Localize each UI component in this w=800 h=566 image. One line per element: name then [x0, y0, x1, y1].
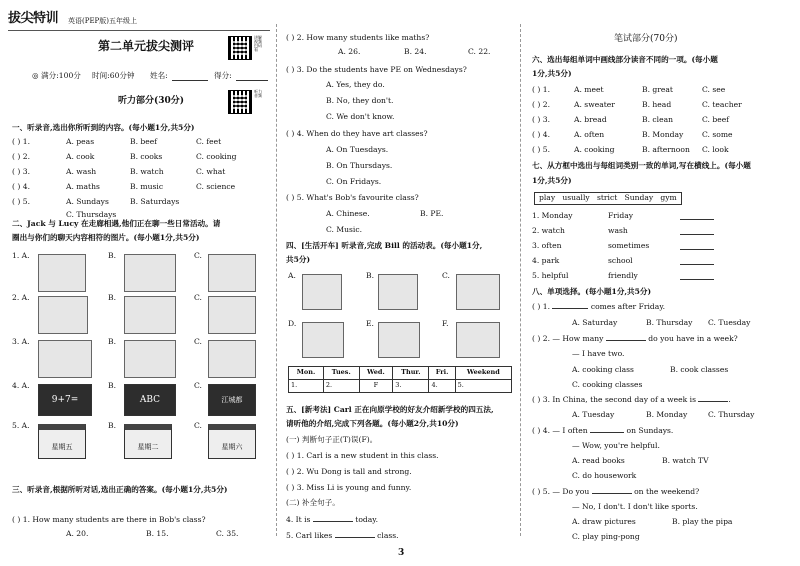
option-b-label: B.	[108, 293, 116, 302]
s3-q3-option-a: A. Yes, they do.	[326, 80, 385, 89]
option-a: A. often	[574, 130, 605, 139]
table-header-cell: Fri.	[429, 367, 455, 380]
s3-q1-option-a: A. 20.	[66, 529, 89, 538]
section6-title-line2: 1分,共5分)	[532, 69, 572, 78]
option-b: B. Monday	[642, 130, 684, 139]
s8-question-3[interactable]: ( ) 3. In China, the second day of a week is .	[532, 395, 731, 404]
s3-q4-option-b: B. On Thursdays.	[326, 161, 393, 170]
option-c: C. Thursdays	[66, 210, 117, 219]
list-item	[532, 212, 722, 227]
s3-question-5[interactable]: ( ) 5. What's Bob's favourite class?	[286, 193, 419, 202]
word-b: Friday	[608, 211, 634, 220]
s3-q4-option-c: C. On Fridays.	[326, 177, 382, 186]
reading-picture-icon[interactable]	[38, 254, 86, 292]
name-label: 姓名:	[150, 71, 168, 80]
word-a: 4. park	[532, 256, 560, 265]
table-header-cell: Thur.	[393, 367, 429, 380]
s3-question-2[interactable]: ( ) 2. How many students like maths?	[286, 33, 430, 42]
answer-blank[interactable]	[592, 493, 632, 494]
s8-q1-option-a: A. Saturday	[572, 318, 618, 327]
middle-column	[278, 0, 518, 566]
question-text: ( ) 4. — I often	[532, 426, 588, 435]
subject-label: 英语(PEP版)五年级上	[68, 17, 137, 25]
word-a: 3. often	[532, 241, 562, 250]
s8-q5-option-b: B. play the pipa	[672, 517, 733, 526]
score-info: ◎ 满分:100分	[32, 71, 81, 80]
activity-e-label: E.	[366, 319, 374, 328]
option-a: A. bread	[574, 115, 607, 124]
s3-q3-option-c: C. We don't know.	[326, 112, 395, 121]
table-cell[interactable]: 2.	[323, 380, 359, 393]
brand-logo: 拔尖特训	[8, 11, 59, 26]
row-label: 4. A.	[12, 381, 30, 390]
section7-list	[532, 212, 722, 287]
option-c: C. teacher	[702, 100, 742, 109]
answer-blank[interactable]	[680, 279, 714, 280]
sleeping-picture-icon[interactable]	[124, 254, 176, 292]
sentence-text: 4. It is	[286, 515, 311, 524]
picture-row	[12, 294, 274, 338]
score-label: 得分:	[214, 71, 232, 80]
homework-picture-icon[interactable]	[208, 296, 256, 334]
option-c: C. look	[702, 145, 729, 154]
activity-c-picture-icon[interactable]	[456, 274, 500, 310]
table-cell[interactable]: 3.	[393, 380, 429, 393]
s3-question-4[interactable]: ( ) 4. When do they have art classes?	[286, 129, 428, 138]
activity-b-picture-icon[interactable]	[378, 274, 418, 310]
activity-d-picture-icon[interactable]	[302, 322, 344, 358]
answer-blank[interactable]	[552, 308, 588, 309]
s3-q2-option-c: C. 22.	[468, 47, 491, 56]
qr-caption: 讲解视频扫码看	[254, 35, 262, 52]
s3-q2-option-b: B. 24.	[404, 47, 427, 56]
s3-q4-option-a: A. On Tuesdays.	[326, 145, 389, 154]
written-column	[522, 0, 800, 566]
s8-q2-reply: — I have two.	[572, 349, 625, 358]
answer-blank[interactable]	[335, 537, 375, 538]
s8-q3-option-b: B. Monday	[646, 410, 688, 419]
housework-picture-icon[interactable]	[124, 296, 176, 334]
s8-question-5[interactable]	[532, 488, 699, 497]
question-number: ( ) 1.	[532, 302, 550, 311]
s8-q5-reply: — No, I don't. I don't like sports.	[572, 502, 698, 511]
question-text: ( ) 3. In China, the second day of a week is	[532, 395, 696, 404]
table-cell[interactable]: 4.	[429, 380, 455, 393]
option-c: C. feet	[196, 137, 222, 146]
picture-row	[12, 382, 274, 422]
audio-qr-caption: 听力音频	[254, 89, 262, 98]
item-number[interactable]: ( ) 1.	[532, 85, 550, 94]
table-header-cell: Weekend	[455, 367, 511, 380]
option-c: C. beef	[702, 115, 730, 124]
s5-statement-1[interactable]: ( ) 1. Carl is a new student in this class.	[286, 451, 439, 460]
table-cell: F	[359, 380, 393, 393]
s8-q5-option-a: A. draw pictures	[572, 517, 636, 526]
option-b: B. head	[642, 100, 672, 109]
s3-q5-option-a: A. Chinese.	[326, 209, 370, 218]
math-board-icon[interactable]: 9+7=	[38, 384, 92, 416]
s5-sentence-4	[286, 516, 378, 525]
word-b: wash	[608, 226, 628, 235]
s8-q4-reply: — Wow, you're helpful.	[572, 441, 660, 450]
option-a: A. cook	[66, 152, 95, 161]
row-label: 3. A.	[12, 337, 30, 346]
s8-q2-option-a: A. cooking class	[572, 365, 634, 374]
calendar-tuesday-icon[interactable]: 星期二	[124, 424, 172, 459]
s3-question-1[interactable]: ( ) 1. How many students are there in Bob's class?	[12, 515, 206, 524]
s5-statement-3[interactable]: ( ) 3. Miss Li is young and funny.	[286, 483, 412, 492]
word-box: play usually strict Sunday gym	[534, 192, 682, 205]
s3-q3-option-b: B. No, they don't.	[326, 96, 394, 105]
section5-title-line1: 五、[新考法] Carl 正在向原学校的好友介绍新学校的四五法,	[286, 405, 494, 414]
answer-blank[interactable]	[590, 432, 624, 433]
activity-b-label: B.	[366, 271, 374, 280]
cooking-picture-icon[interactable]	[208, 254, 256, 292]
item-number[interactable]: ( ) 5.	[12, 197, 30, 206]
table-row	[289, 380, 512, 393]
word-a: 5. helpful	[532, 271, 569, 280]
option-b-label: B.	[108, 337, 116, 346]
activity-a-picture-icon[interactable]	[302, 274, 342, 310]
answer-blank[interactable]	[680, 219, 714, 220]
list-item	[532, 227, 722, 242]
answer-blank[interactable]	[680, 249, 714, 250]
table-header-cell: Mon.	[289, 367, 324, 380]
s8-question-4[interactable]	[532, 427, 673, 436]
table-header-cell: Tues.	[323, 367, 359, 380]
table-header-cell: Wed.	[359, 367, 393, 380]
activity-e-picture-icon[interactable]	[378, 322, 420, 358]
football-picture-icon[interactable]	[208, 340, 256, 378]
column-divider	[276, 24, 277, 536]
s8-q4-option-c: C. do housework	[572, 471, 637, 480]
answer-blank[interactable]	[680, 234, 714, 235]
activity-d-label: D.	[288, 319, 297, 328]
option-c: C. cooking	[196, 152, 237, 161]
s5-statement-2[interactable]: ( ) 2. Wu Dong is tall and strong.	[286, 467, 412, 476]
item-number[interactable]: ( ) 5.	[532, 145, 550, 154]
option-a: A. meet	[574, 85, 604, 94]
table-cell[interactable]: 1.	[289, 380, 324, 393]
sentence-text: 5. Carl likes	[286, 531, 333, 540]
word-b: sometimes	[608, 241, 650, 250]
option-c: C. science	[196, 182, 236, 191]
s3-q5-option-b: B. PE.	[420, 209, 444, 218]
s3-q2-option-a: A. 26.	[338, 47, 361, 56]
item-number[interactable]: ( ) 3.	[12, 167, 30, 176]
row-label: 5. A.	[12, 421, 30, 430]
list-item	[532, 272, 722, 287]
item-number[interactable]: ( ) 3.	[532, 115, 550, 124]
option-c-label: C.	[194, 381, 202, 390]
table-cell[interactable]: 5.	[455, 380, 511, 393]
list-item	[532, 257, 722, 272]
option-c-label: C.	[194, 293, 202, 302]
column-divider	[520, 24, 521, 536]
score-blank[interactable]	[236, 80, 268, 81]
activity-c-label: C.	[442, 271, 450, 280]
s5-sentence-5	[286, 532, 399, 541]
section3-title: 三、听录音,根据所听对话,选出正确的答案。(每小题1分,共5分)	[12, 485, 228, 494]
s8-q3-option-a: A. Tuesday	[572, 410, 615, 419]
header-divider	[8, 30, 270, 31]
calendar-friday-icon[interactable]: 星期五	[38, 424, 86, 459]
s8-q3-option-c: C. Thursday	[708, 410, 755, 419]
option-b: B. great	[642, 85, 673, 94]
option-b-label: B.	[108, 381, 116, 390]
s8-question-1[interactable]	[532, 303, 665, 312]
option-b: B. music	[130, 182, 164, 191]
picture-row	[12, 338, 274, 382]
question-text: ( ) 2. — How many	[532, 334, 604, 343]
word-a: 1. Monday	[532, 211, 573, 220]
question-text: on the weekend?	[634, 487, 700, 496]
chinese-board-icon[interactable]: 江城都	[208, 384, 256, 416]
option-b: B. cooks	[130, 152, 163, 161]
answer-blank[interactable]	[698, 401, 728, 402]
drawing-picture-icon[interactable]	[124, 340, 176, 378]
option-b: B. afternoon	[642, 145, 690, 154]
activity-a-label: A.	[288, 271, 296, 280]
s5-subheading-2: (二) 补全句子。	[286, 498, 340, 507]
item-number[interactable]: ( ) 4.	[532, 130, 550, 139]
question-text: on Sundays.	[626, 426, 674, 435]
option-c: C. what	[196, 167, 226, 176]
option-a: A. Sundays	[66, 197, 109, 206]
word-b: friendly	[608, 271, 638, 280]
sentence-text: today.	[355, 515, 379, 524]
sentence-text: class.	[377, 531, 399, 540]
s3-q1-option-c: C. 35.	[216, 529, 239, 538]
option-b-label: B.	[108, 421, 116, 430]
s3-q1-option-b: B. 15.	[146, 529, 169, 538]
option-b: B. watch	[130, 167, 164, 176]
option-a: A. peas	[66, 137, 95, 146]
table-header-row	[289, 367, 512, 380]
option-b: B. beef	[130, 137, 158, 146]
page-number: 3	[398, 548, 405, 558]
answer-blank[interactable]	[606, 340, 646, 341]
english-board-icon[interactable]: ABC	[124, 384, 176, 416]
section1-title: 一、听录音,选出你所听到的内容。(每小题1分,共5分)	[12, 123, 195, 132]
audio-qr-icon	[228, 90, 252, 114]
option-a: A. sweater	[574, 100, 615, 109]
word-b: school	[608, 256, 633, 265]
s8-q5-option-c: C. play ping-pong	[572, 532, 640, 541]
section2-title-line2: 圈出与你们的聊天内容相符的图片。(每小题1分,共5分)	[12, 233, 200, 242]
s8-q2-option-b: B. cook classes	[670, 365, 729, 374]
option-c: C. some	[702, 130, 733, 139]
option-b-label: B.	[108, 251, 116, 260]
name-blank[interactable]	[172, 80, 208, 81]
list-item	[532, 242, 722, 257]
sports-picture-icon[interactable]	[38, 296, 88, 334]
section4-title-line2: 共5分)	[286, 255, 311, 264]
item-number[interactable]: ( ) 2.	[532, 100, 550, 109]
section5-title-line2: 请听他的介绍,完成下列各题。(每小题2分,共10分)	[286, 419, 459, 428]
section2-title-line1: 二、Jack 与 Lucy 在走廊相遇,他们正在聊一些日常活动。请	[12, 219, 221, 228]
picture-grid	[12, 252, 274, 462]
time-info: 时间:60分钟	[92, 71, 135, 80]
ping-pong-picture-icon[interactable]	[38, 340, 92, 378]
word-a: 2. watch	[532, 226, 565, 235]
item-number[interactable]: ( ) 4.	[12, 182, 30, 191]
section8-title: 八、单项选择。(每小题1分,共5分)	[532, 287, 652, 296]
s8-q4-option-a: A. read books	[572, 456, 625, 465]
s8-question-2[interactable]	[532, 335, 738, 344]
option-b: B. Saturdays	[130, 197, 180, 206]
option-a: A. wash	[66, 167, 97, 176]
listening-heading: 听力部分(30分)	[118, 96, 185, 106]
question-text: do you have in a week?	[648, 334, 738, 343]
s8-q2-option-c: C. cooking classes	[572, 380, 643, 389]
section6-title-line1: 六、选出每组单词中画线部分读音不同的一项。(每小题	[532, 55, 718, 64]
calendar-saturday-icon[interactable]: 星期六	[208, 424, 256, 459]
listening-column	[0, 0, 275, 566]
s8-q1-option-b: B. Thursday	[646, 318, 693, 327]
answer-blank[interactable]	[680, 264, 714, 265]
option-c: C. see	[702, 85, 726, 94]
row-label: 2. A.	[12, 293, 30, 302]
option-c-label: C.	[194, 251, 202, 260]
section7-title-line1: 七、从方框中选出与每组词类别一致的单词,写在横线上。(每小题	[532, 161, 751, 170]
s5-subheading-1: (一) 判断句子正(T)误(F)。	[286, 435, 378, 444]
s3-question-3[interactable]: ( ) 3. Do the students have PE on Wednesdays?	[286, 65, 467, 74]
s8-q1-option-c: C. Tuesday	[708, 318, 751, 327]
picture-row	[12, 252, 274, 294]
option-c-label: C.	[194, 421, 202, 430]
picture-row	[12, 422, 274, 462]
written-heading: 笔试部分(70分)	[614, 34, 678, 44]
page-title: 第二单元拔尖测评	[98, 39, 195, 53]
activity-f-label: F.	[442, 319, 449, 328]
activity-table	[288, 366, 512, 393]
s8-q4-option-b: B. watch TV	[662, 456, 709, 465]
option-b: B. clean	[642, 115, 674, 124]
question-text: ( ) 5. — Do you	[532, 487, 590, 496]
option-a: A. maths	[66, 182, 100, 191]
item-number[interactable]: ( ) 2.	[12, 152, 30, 161]
question-text: comes after Friday.	[590, 302, 666, 311]
option-c-label: C.	[194, 337, 202, 346]
answer-blank[interactable]	[313, 521, 353, 522]
qr-code-icon	[228, 36, 252, 60]
activity-f-picture-icon[interactable]	[456, 322, 500, 358]
section7-title-line2: 1分,共5分)	[532, 176, 572, 185]
row-label: 1. A.	[12, 251, 30, 260]
s3-q5-option-c: C. Music.	[326, 225, 363, 234]
option-a: A. cooking	[574, 145, 615, 154]
section4-title-line1: 四、[生活开车] 听录音,完成 Bill 的活动表。(每小题1分,	[286, 241, 483, 250]
item-number[interactable]: ( ) 1.	[12, 137, 30, 146]
